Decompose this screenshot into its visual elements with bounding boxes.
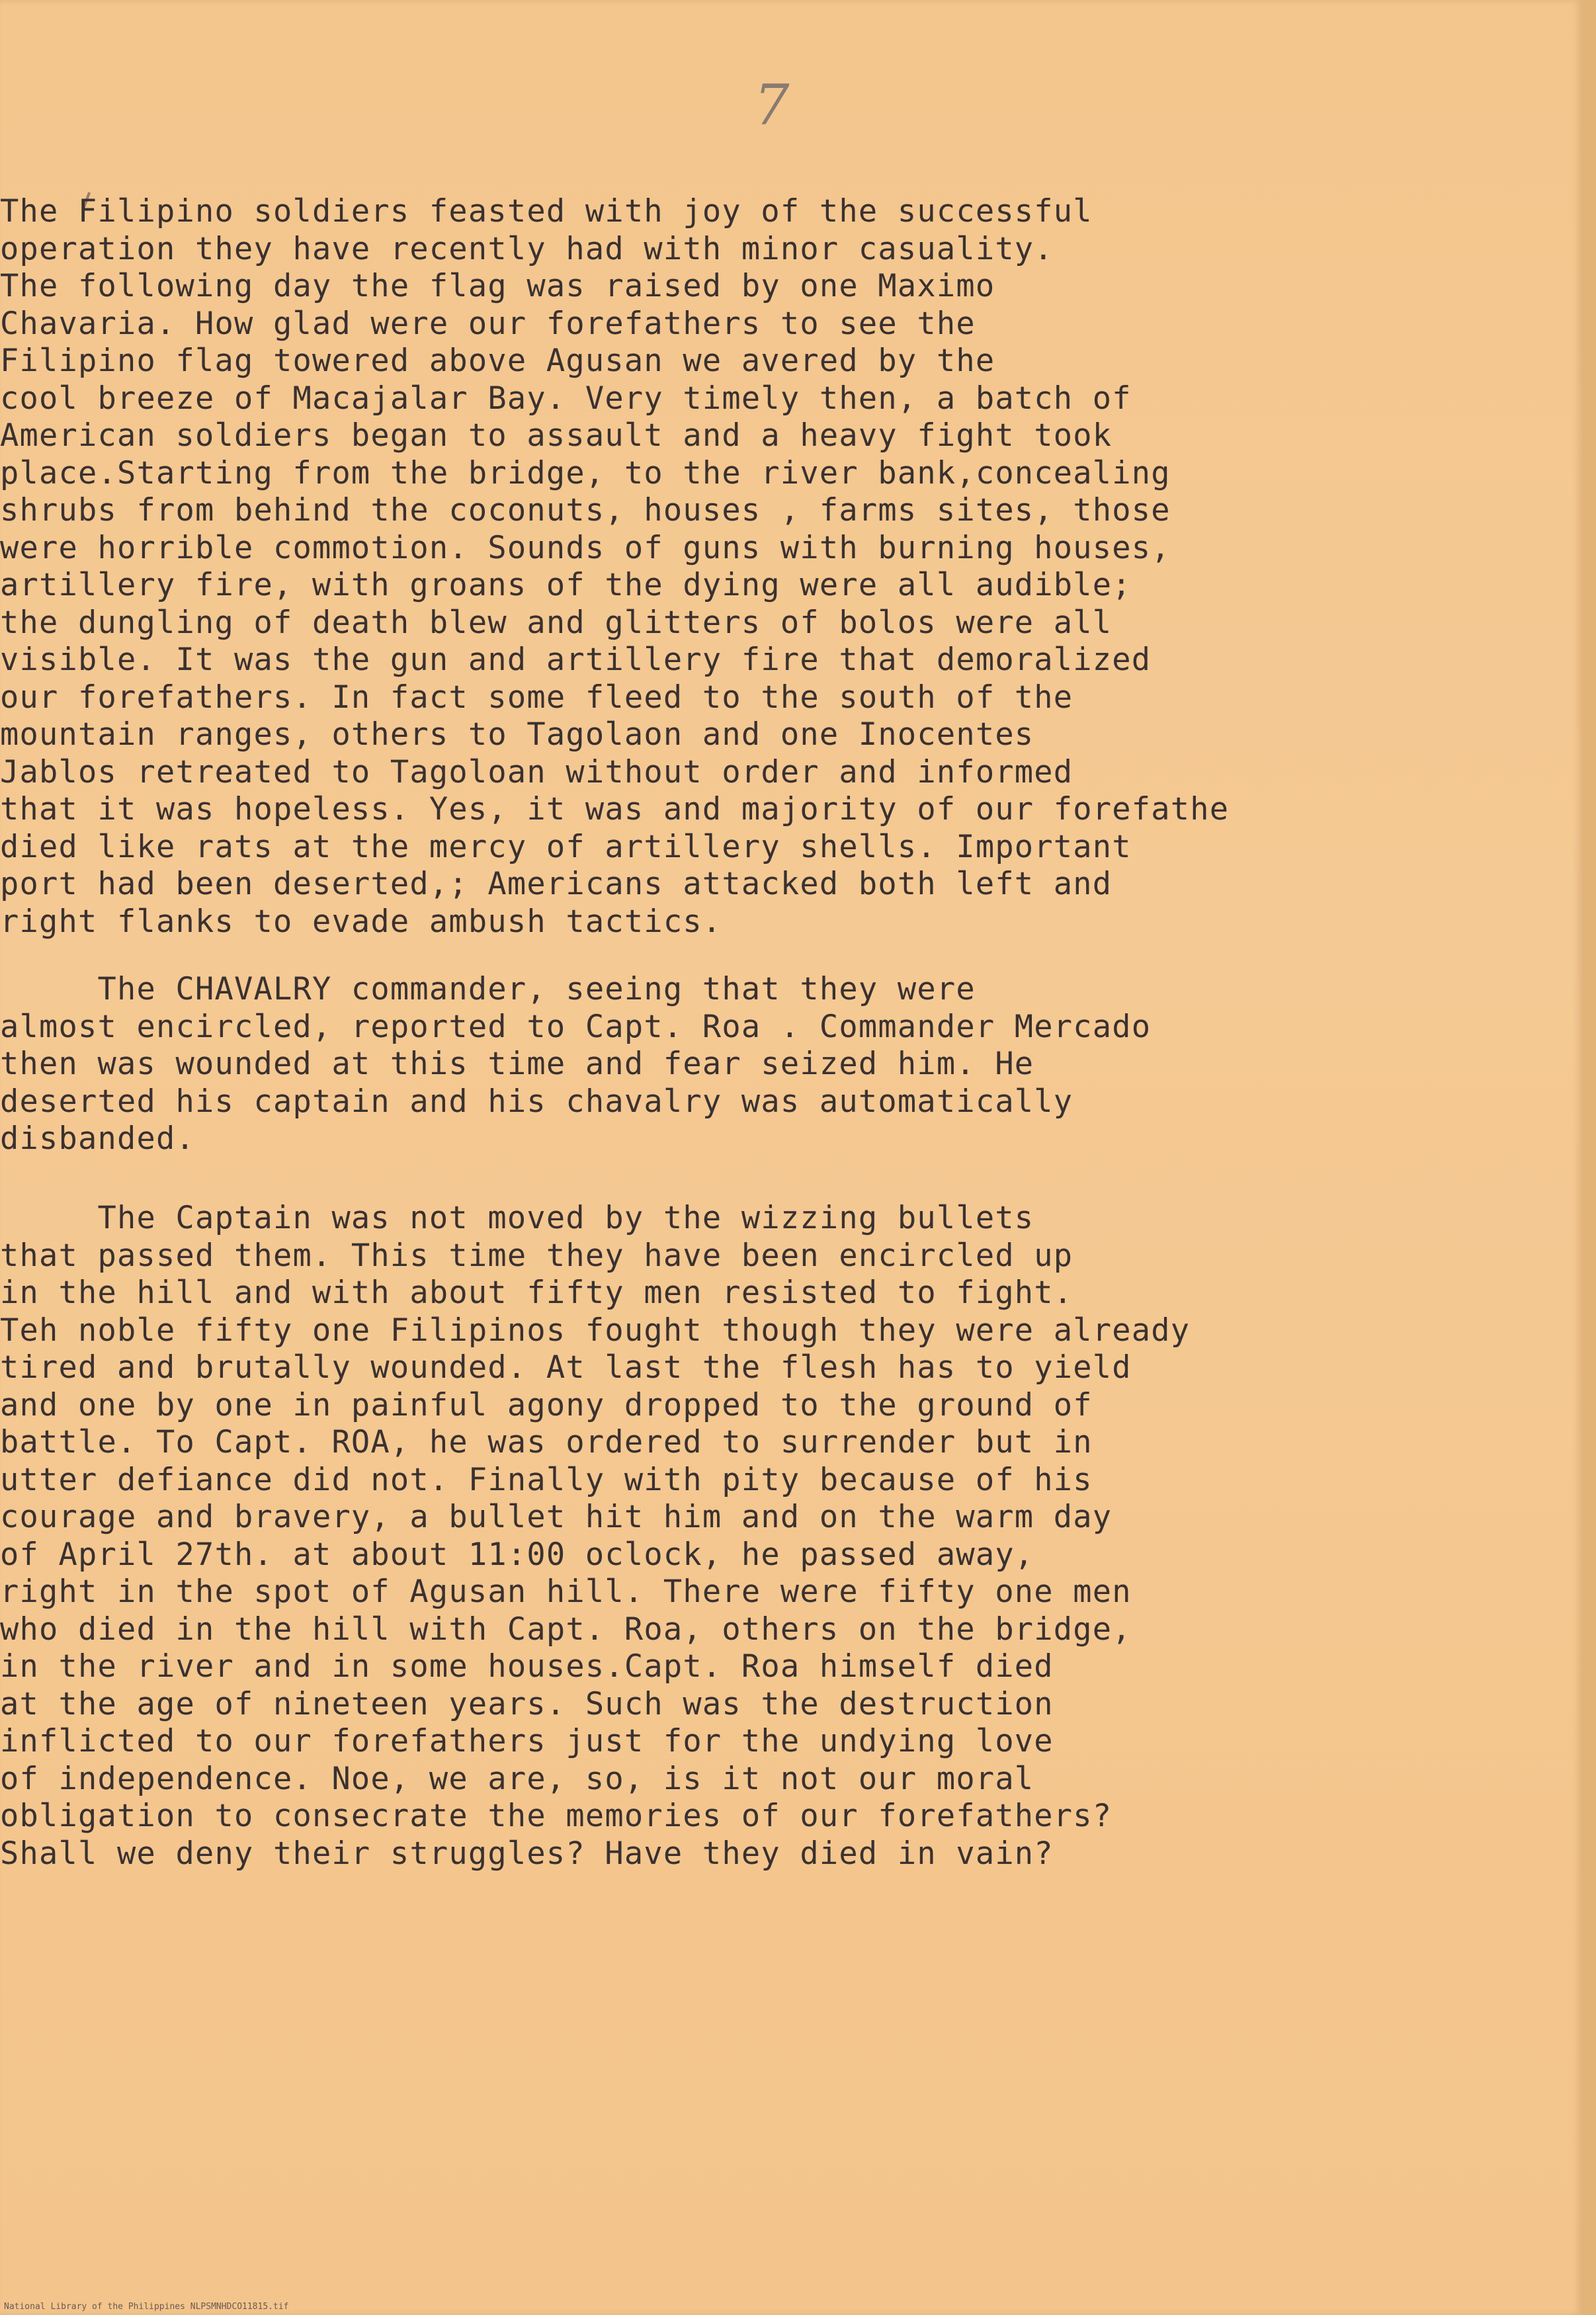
paragraph-3: [0, 1200, 1190, 1873]
text-line: Filipino flag towered above Agusan we avered by the: [0, 343, 995, 379]
text-line: The CHAVALRY commander, seeing that they were: [0, 971, 976, 1007]
text-line: our forefathers. In fact some fleed to the south of the: [0, 679, 1073, 716]
text-line: the dungling of death blew and glitters of bolos were all: [0, 604, 1113, 641]
text-line: Teh noble fifty one Filipinos fought though they were already: [0, 1312, 1191, 1349]
paragraph-2: [0, 971, 1151, 1158]
text-line: battle. To Capt. ROA, he was ordered to surrender but in: [0, 1424, 1093, 1460]
page-edge: [1582, 0, 1596, 2315]
text-line: port had been deserted,; Americans attacked both left and: [0, 866, 1113, 902]
text-line: place.Starting from the bridge, to the river bank,concealing: [0, 454, 1171, 491]
text-line: at the age of nineteen years. Such was the destruction: [0, 1685, 1054, 1722]
text-line: utter defiance did not. Finally with pity because of his: [0, 1461, 1093, 1498]
text-line: that it was hopeless. Yes, it was and majority of our forefathe: [0, 791, 1230, 827]
text-line: Jablos retreated to Tagoloan without order and informed: [0, 753, 1073, 790]
text-line: courage and bravery, a bullet hit him and on the warm day: [0, 1499, 1113, 1535]
text-line: then was wounded at this time and fear seized him. He: [0, 1046, 1034, 1082]
text-line: of April 27th. at about 11:00 oclock, he passed away,: [0, 1536, 1034, 1573]
page-number: 7: [754, 73, 790, 138]
text-line: of independence. Noe, we are, so, is it not our moral: [0, 1760, 1034, 1797]
text-line: visible. It was the gun and artillery fire that demoralized: [0, 642, 1152, 678]
text-line: Chavaria. How glad were our forefathers to see the: [0, 305, 976, 342]
text-line: disbanded.: [0, 1120, 195, 1157]
text-line: inflicted to our forefathers just for the undying love: [0, 1723, 1054, 1759]
text-line: The Captain was not moved by the wizzing bullets: [0, 1200, 1034, 1236]
paragraph-1: [0, 193, 1229, 941]
text-line: shrubs from behind the coconuts, houses , farms sites, those: [0, 492, 1171, 528]
text-line: tired and brutally wounded. At last the flesh has to yield: [0, 1349, 1132, 1386]
text-line: in the river and in some houses.Capt. Roa himself died: [0, 1648, 1054, 1685]
text-line: operation they have recently had with minor casuality.: [0, 230, 1054, 267]
text-line: who died in the hill with Capt. Roa, others on the bridge,: [0, 1611, 1132, 1648]
text-line: and one by one in painful agony dropped to the ground of: [0, 1386, 1093, 1423]
text-line: mountain ranges, others to Tagolaon and one Inocentes: [0, 716, 1034, 753]
text-line: that passed them. This time they have been encircled up: [0, 1237, 1073, 1274]
text-line: right in the spot of Agusan hill. There were fifty one men: [0, 1574, 1132, 1610]
text-line: were horrible commotion. Sounds of guns with burning houses,: [0, 529, 1171, 566]
text-line: The Filipino soldiers feasted with joy of the successful: [0, 193, 1093, 230]
text-line: in the hill and with about fifty men resisted to fight.: [0, 1275, 1073, 1311]
text-line: Shall we deny their struggles? Have they died in vain?: [0, 1835, 1054, 1872]
text-line: American soldiers began to assault and a heavy fight took: [0, 417, 1113, 454]
text-line: obligation to consecrate the memories of our forefathers?: [0, 1798, 1113, 1834]
text-line: artillery fire, with groans of the dying were all audible;: [0, 567, 1132, 603]
text-line: cool breeze of Macajalar Bay. Very timely then, a batch of: [0, 380, 1132, 417]
text-line: died like rats at the mercy of artillery shells. Important: [0, 828, 1132, 865]
text-line: The following day the flag was raised by one Maximo: [0, 268, 995, 304]
text-line: right flanks to evade ambush tactics.: [0, 903, 722, 940]
archive-footer: National Library of the Philippines NLPSMNHDCO11815.tif: [4, 2302, 289, 2312]
text-line: almost encircled, reported to Capt. Roa . Commander Mercado: [0, 1008, 1152, 1045]
text-line: deserted his captain and his chavalry was automatically: [0, 1083, 1073, 1120]
